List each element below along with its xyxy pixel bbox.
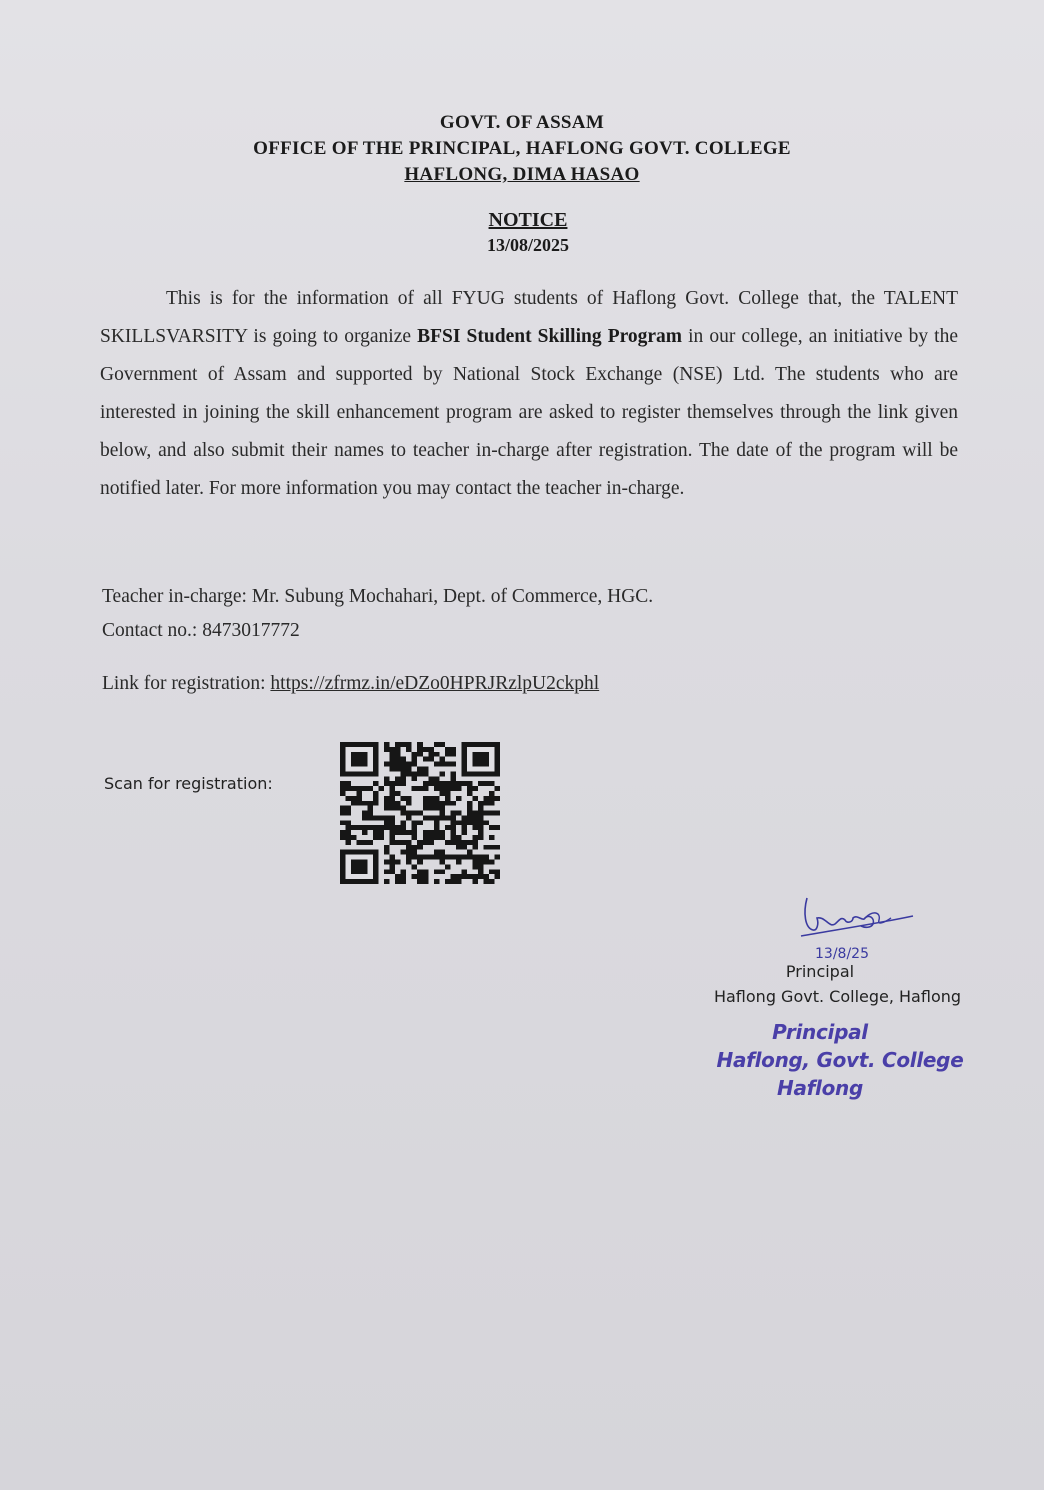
teacher-in-charge: Teacher in-charge: Mr. Subung Mochahari, Dept. of Commerce, HGC. xyxy=(102,586,654,607)
notice-title: NOTICE xyxy=(488,209,568,231)
link-label: Link for registration: xyxy=(102,673,271,694)
stamp-line-principal: Principal xyxy=(772,1020,868,1044)
body-text-part1: This is for the information of all FYUG students of Haflong Govt. College that, the TALENT SKILLSVARSITY is going to organize xyxy=(100,288,958,347)
notice-heading xyxy=(0,207,1044,257)
office-line: OFFICE OF THE PRINCIPAL, HAFLONG GOVT. COLLEGE xyxy=(253,138,791,159)
registration-qr-code[interactable] xyxy=(340,742,500,884)
scan-label: Scan for registration: xyxy=(104,774,273,793)
signature-date: 13/8/25 xyxy=(815,946,869,962)
govt-line: GOVT. OF ASSAM xyxy=(439,112,605,133)
principal-signature xyxy=(795,888,915,963)
signatory-block xyxy=(640,962,1010,1006)
registration-link-line xyxy=(102,673,599,695)
official-stamp xyxy=(700,1018,980,1102)
contact-number: Contact no.: 8473017772 xyxy=(102,620,300,641)
signatory-title: Principal xyxy=(785,962,855,981)
notice-date: 13/08/2025 xyxy=(486,235,569,255)
notice-body xyxy=(100,280,958,508)
program-name: BFSI Student Skilling Program xyxy=(417,326,683,347)
stamp-line-college: Haflong, Govt. College xyxy=(716,1048,964,1072)
stamp-line-haflong: Haflong xyxy=(777,1076,863,1100)
letterhead xyxy=(0,110,1044,188)
body-text-part2: in our college, an initiative by the Government of Assam and supported by National Stock Exchange (NSE) Ltd. The students who are interested in joining the skill enhancement program are asked to register themselves through the link given below, and also submit their names to teacher in-charge after registration. The date of the program will be notified later. For more information you may contact the teacher in-charge. xyxy=(100,326,958,499)
registration-link[interactable]: https://zfrmz.in/eDZo0HPRJRzlpU2ckphl xyxy=(270,673,600,694)
signatory-institution: Haflong Govt. College, Haflong xyxy=(713,987,962,1006)
address-line: HAFLONG, DIMA HASAO xyxy=(404,164,640,185)
